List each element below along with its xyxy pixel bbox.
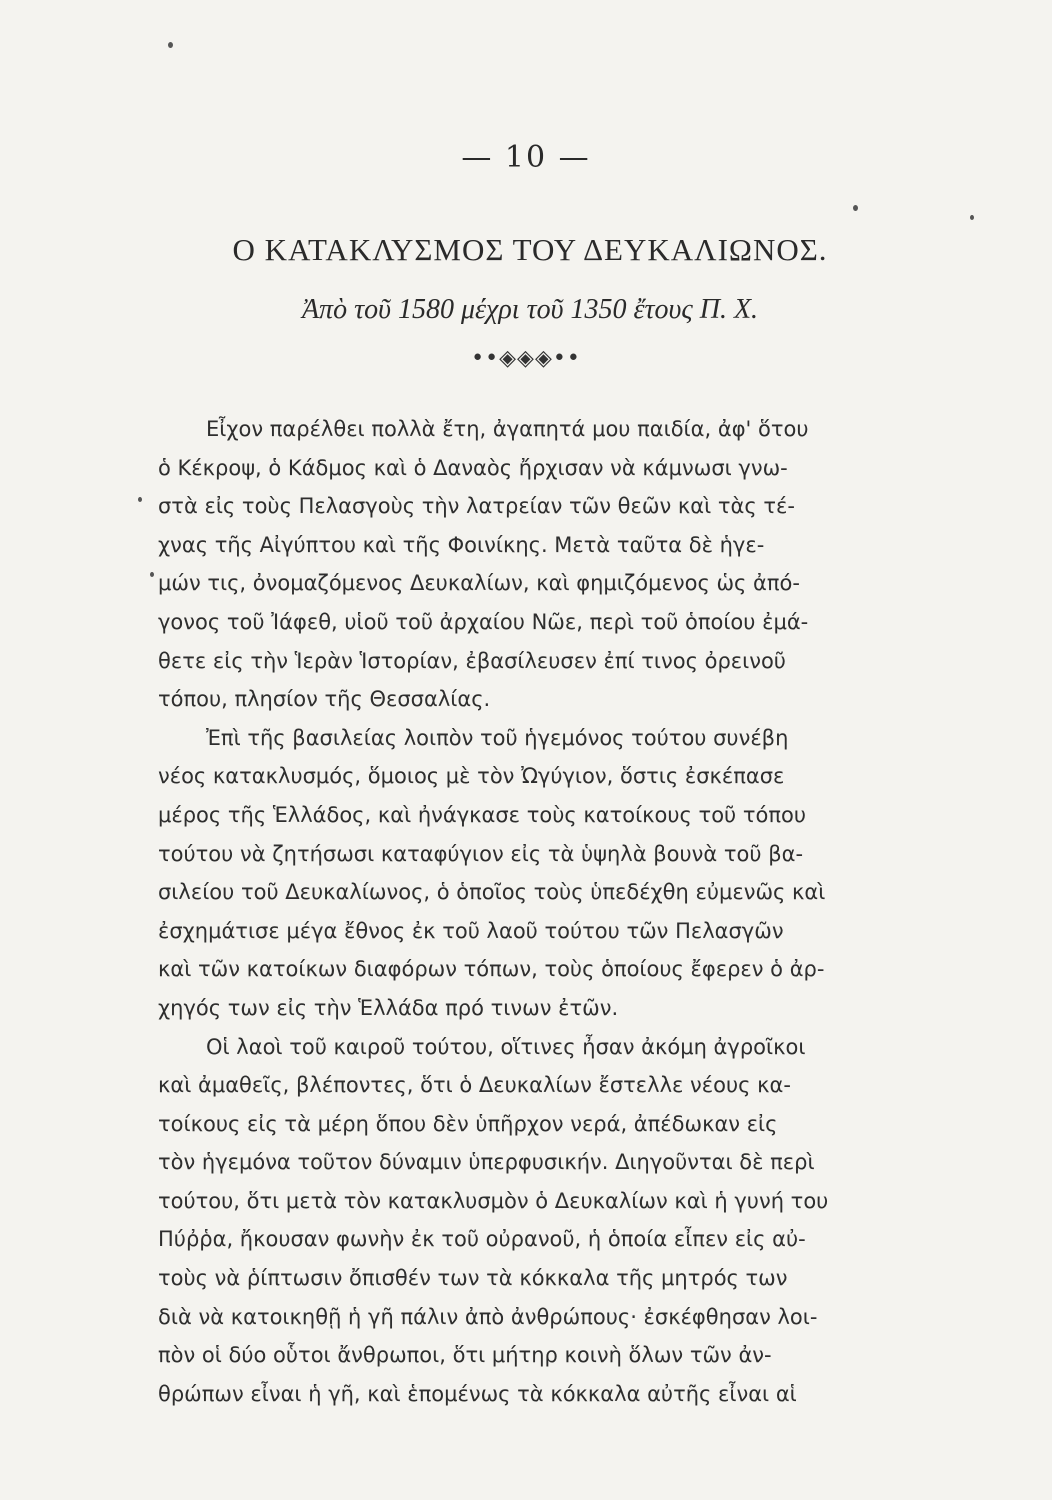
text-line: ὁ Κέκροψ, ὁ Κάδμος καὶ ὁ Δαναὸς ἤρχισαν νὰ κάμνωσι γνω- [158,455,788,480]
text-line: τόπου, πλησίον τῆς Θεσσαλίας. [158,687,491,712]
ink-spot [853,205,858,211]
text-line: Εἶχον παρέλθει πολλὰ ἔτη, ἀγαπητά μου παιδία, ἀφ' ὅτου [206,417,809,441]
text-line: πὸν οἱ δύο οὗτοι ἄνθρωποι, ὅτι μήτηρ κοινὴ ὅλων τῶν ἀν- [158,1343,772,1368]
text-line: χηγός των εἰς τὴν Ἑλλάδα πρό τινων ἐτῶν. [158,995,619,1020]
chapter-title: Ο ΚΑΤΑΚΛΥΣΜΟΣ ΤΟΥ ΔΕΥΚΑΛΙΩΝΟΣ. [232,232,828,267]
text-line: γονος τοῦ Ἰάφεθ, υἱοῦ τοῦ ἀρχαίου Νῶε, περὶ τοῦ ὁποίου ἐμά- [158,609,809,634]
text-line: σιλείου τοῦ Δευκαλίωνος, ὁ ὁποῖος τοὺς ὑπεδέχθη εὐμενῶς καὶ [158,880,826,905]
text-line: τούτου, ὅτι μετὰ τὸν κατακλυσμὸν ὁ Δευκαλίων καὶ ἡ γυνή του [158,1188,829,1213]
text-line: τοὺς νὰ ῥίπτωσιν ὄπισθέν των τὰ κόκκαλα τῆς μητρός των [158,1266,788,1291]
chapter-subtitle: Ἀπὸ τοῦ 1580 μέχρι τοῦ 1350 ἔτους Π. Χ. [301,294,759,325]
text-line: διὰ νὰ κατοικηθῇ ἡ γῆ πάλιν ἀπὸ ἀνθρώπους· ἐσκέφθησαν λοι- [158,1304,818,1329]
text-line: τούτου νὰ ζητήσωσι καταφύγιον εἰς τὰ ὑψηλὰ βουνὰ τοῦ βα- [158,841,804,866]
text-line: χνας τῆς Αἰγύπτου καὶ τῆς Φοινίκης. Μετὰ ταῦτα δὲ ἡγε- [158,532,765,557]
text-line: θρώπων εἶναι ἡ γῆ, καὶ ἑπομένως τὰ κόκκαλα αὐτῆς εἶναι αἱ [158,1381,797,1406]
ink-spot [970,215,974,220]
text-line: στὰ εἰς τοὺς Πελασγοὺς τὴν λατρείαν τῶν θεῶν καὶ τὰς τέ- [158,494,795,519]
page-number: — 10 — [461,140,591,175]
text-line: Οἱ λαοὶ τοῦ καιροῦ τούτου, οἵτινες ἦσαν ἀκόμη ἀγροῖκοι [206,1034,806,1059]
text-line: Ἐπὶ τῆς βασιλείας λοιπὸν τοῦ ἡγεμόνος τούτου συνέβη [206,725,789,750]
text-line: ἐσχημάτισε μέγα ἔθνος ἐκ τοῦ λαοῦ τούτου τῶν Πελασγῶν [158,918,784,943]
ink-spot [138,497,142,502]
decorative-ornament: ••◈◈◈•• [471,346,581,371]
text-line: Πύῤῥα, ἤκουσαν φωνὴν ἐκ τοῦ οὐρανοῦ, ἡ ὁποία εἶπεν εἰς αὐ- [158,1227,806,1252]
text-line: τοίκους εἰς τὰ μέρη ὅπου δὲν ὑπῆρχον νερά, ἀπέδωκαν εἰς [158,1111,778,1136]
text-line: μέρος τῆς Ἑλλάδος, καὶ ἠνάγκασε τοὺς κατοίκους τοῦ τόπου [158,802,806,827]
text-line: καὶ ἀμαθεῖς, βλέποντες, ὅτι ὁ Δευκαλίων ἔστελλε νέους κα- [158,1073,791,1098]
ink-spot [150,572,154,577]
body-text [158,410,908,1413]
text-line: τὸν ἡγεμόνα τοῦτον δύναμιν ὑπερφυσικήν. Διηγοῦνται δὲ περὶ [158,1150,815,1175]
text-line: μών τις, ὀνομαζόμενος Δευκαλίων, καὶ φημιζόμενος ὡς ἀπό- [158,571,800,596]
text-line: καὶ τῶν κατοίκων διαφόρων τόπων, τοὺς ὁποίους ἔφερεν ὁ ἀρ- [158,957,825,982]
ink-spot [168,42,173,48]
text-line: νέος κατακλυσμός, ὅμοιος μὲ τὸν Ὠγύγιον, ὅστις ἐσκέπασε [158,764,785,789]
text-line: θετε εἰς τὴν Ἱερὰν Ἱστορίαν, ἐβασίλευσεν ἐπί τινος ὀρεινοῦ [158,648,786,673]
